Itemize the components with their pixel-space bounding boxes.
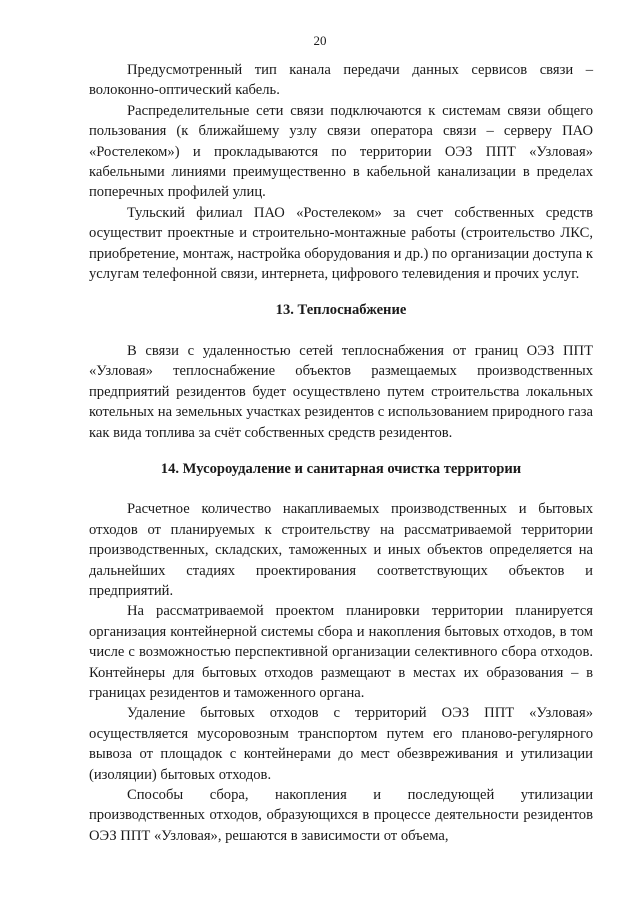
paragraph-channel-type: Предусмотренный тип канала передачи данных сервисов связи – волоконно-оптический кабель. [89,62,593,99]
paragraph-industrial-waste: Способы сбора, накопления и последующей утилизации производственных отходов, образующихся в процессе деятельности резидентов ОЭЗ ППТ «Узловая», решаются в зависимости от объема, [89,787,593,844]
paragraph-rostelecom-works: Тульский филиал ПАО «Ростелеком» за счет собственных средств осуществит проектные и строительно-монтажные работы (строительство ЛКС, приобретение, монтаж, настройка оборудования и др.) по организации доступа к услугам телефонной связи, интернета, цифрового телевидения и прочих услуг. [89,204,593,283]
paragraph-waste-quantity: Расчетное количество накапливаемых производственных и бытовых отходов от планируемых к строительству на рассматриваемой территории производственных, складских, таможенных и иных объектов определяется на дальнейших стадиях проектирования соответствующих объектов и предприятий. [89,501,593,599]
page-number: 20 [313,33,327,48]
paragraph-distribution-networks: Распределительные сети связи подключаются к системам связи общего пользования (к ближайшему узлу связи оператора связи – серверу ПАО «Ростелеком») и прокладываются по территории ОЭЗ ППТ «Узловая» кабельными линиями преимущественно в кабельной канализации в пределах поперечных профилей улиц. [89,102,593,201]
section-heading-waste-removal: 14. Мусороудаление и санитарная очистка территории [160,460,522,477]
document-body [89,60,593,846]
paragraph-container-system: На рассматриваемой проектом планировки территории планируется организация контейнерной системы сбора и накопления бытовых отходов, в том числе с возможностью перспективной организации селективного сбора отходов. Контейнеры для бытовых отходов размещают в местах их образования – в границах резидентов и таможенного органа. [89,603,593,701]
paragraph-heat-supply: В связи с удаленностью сетей теплоснабжения от границ ОЭЗ ППТ «Узловая» теплоснабжение объектов размещаемых производственных предприятий резидентов будет осуществлено путем строительства локальных котельных на земельных участках резидентов с использованием природного газа как вида топлива за счёт собственных средств резидентов. [89,342,594,441]
paragraph-waste-transport: Удаление бытовых отходов с территорий ОЭЗ ППТ «Узловая» осуществляется мусоровозным транспортом путем его планово-регулярного вывоза от площадок с контейнерами до мест обезвреживания и утилизации (изоляции) бытовых отходов. [89,705,593,783]
section-heading-heat-supply: 13. Теплоснабжение [275,302,407,319]
